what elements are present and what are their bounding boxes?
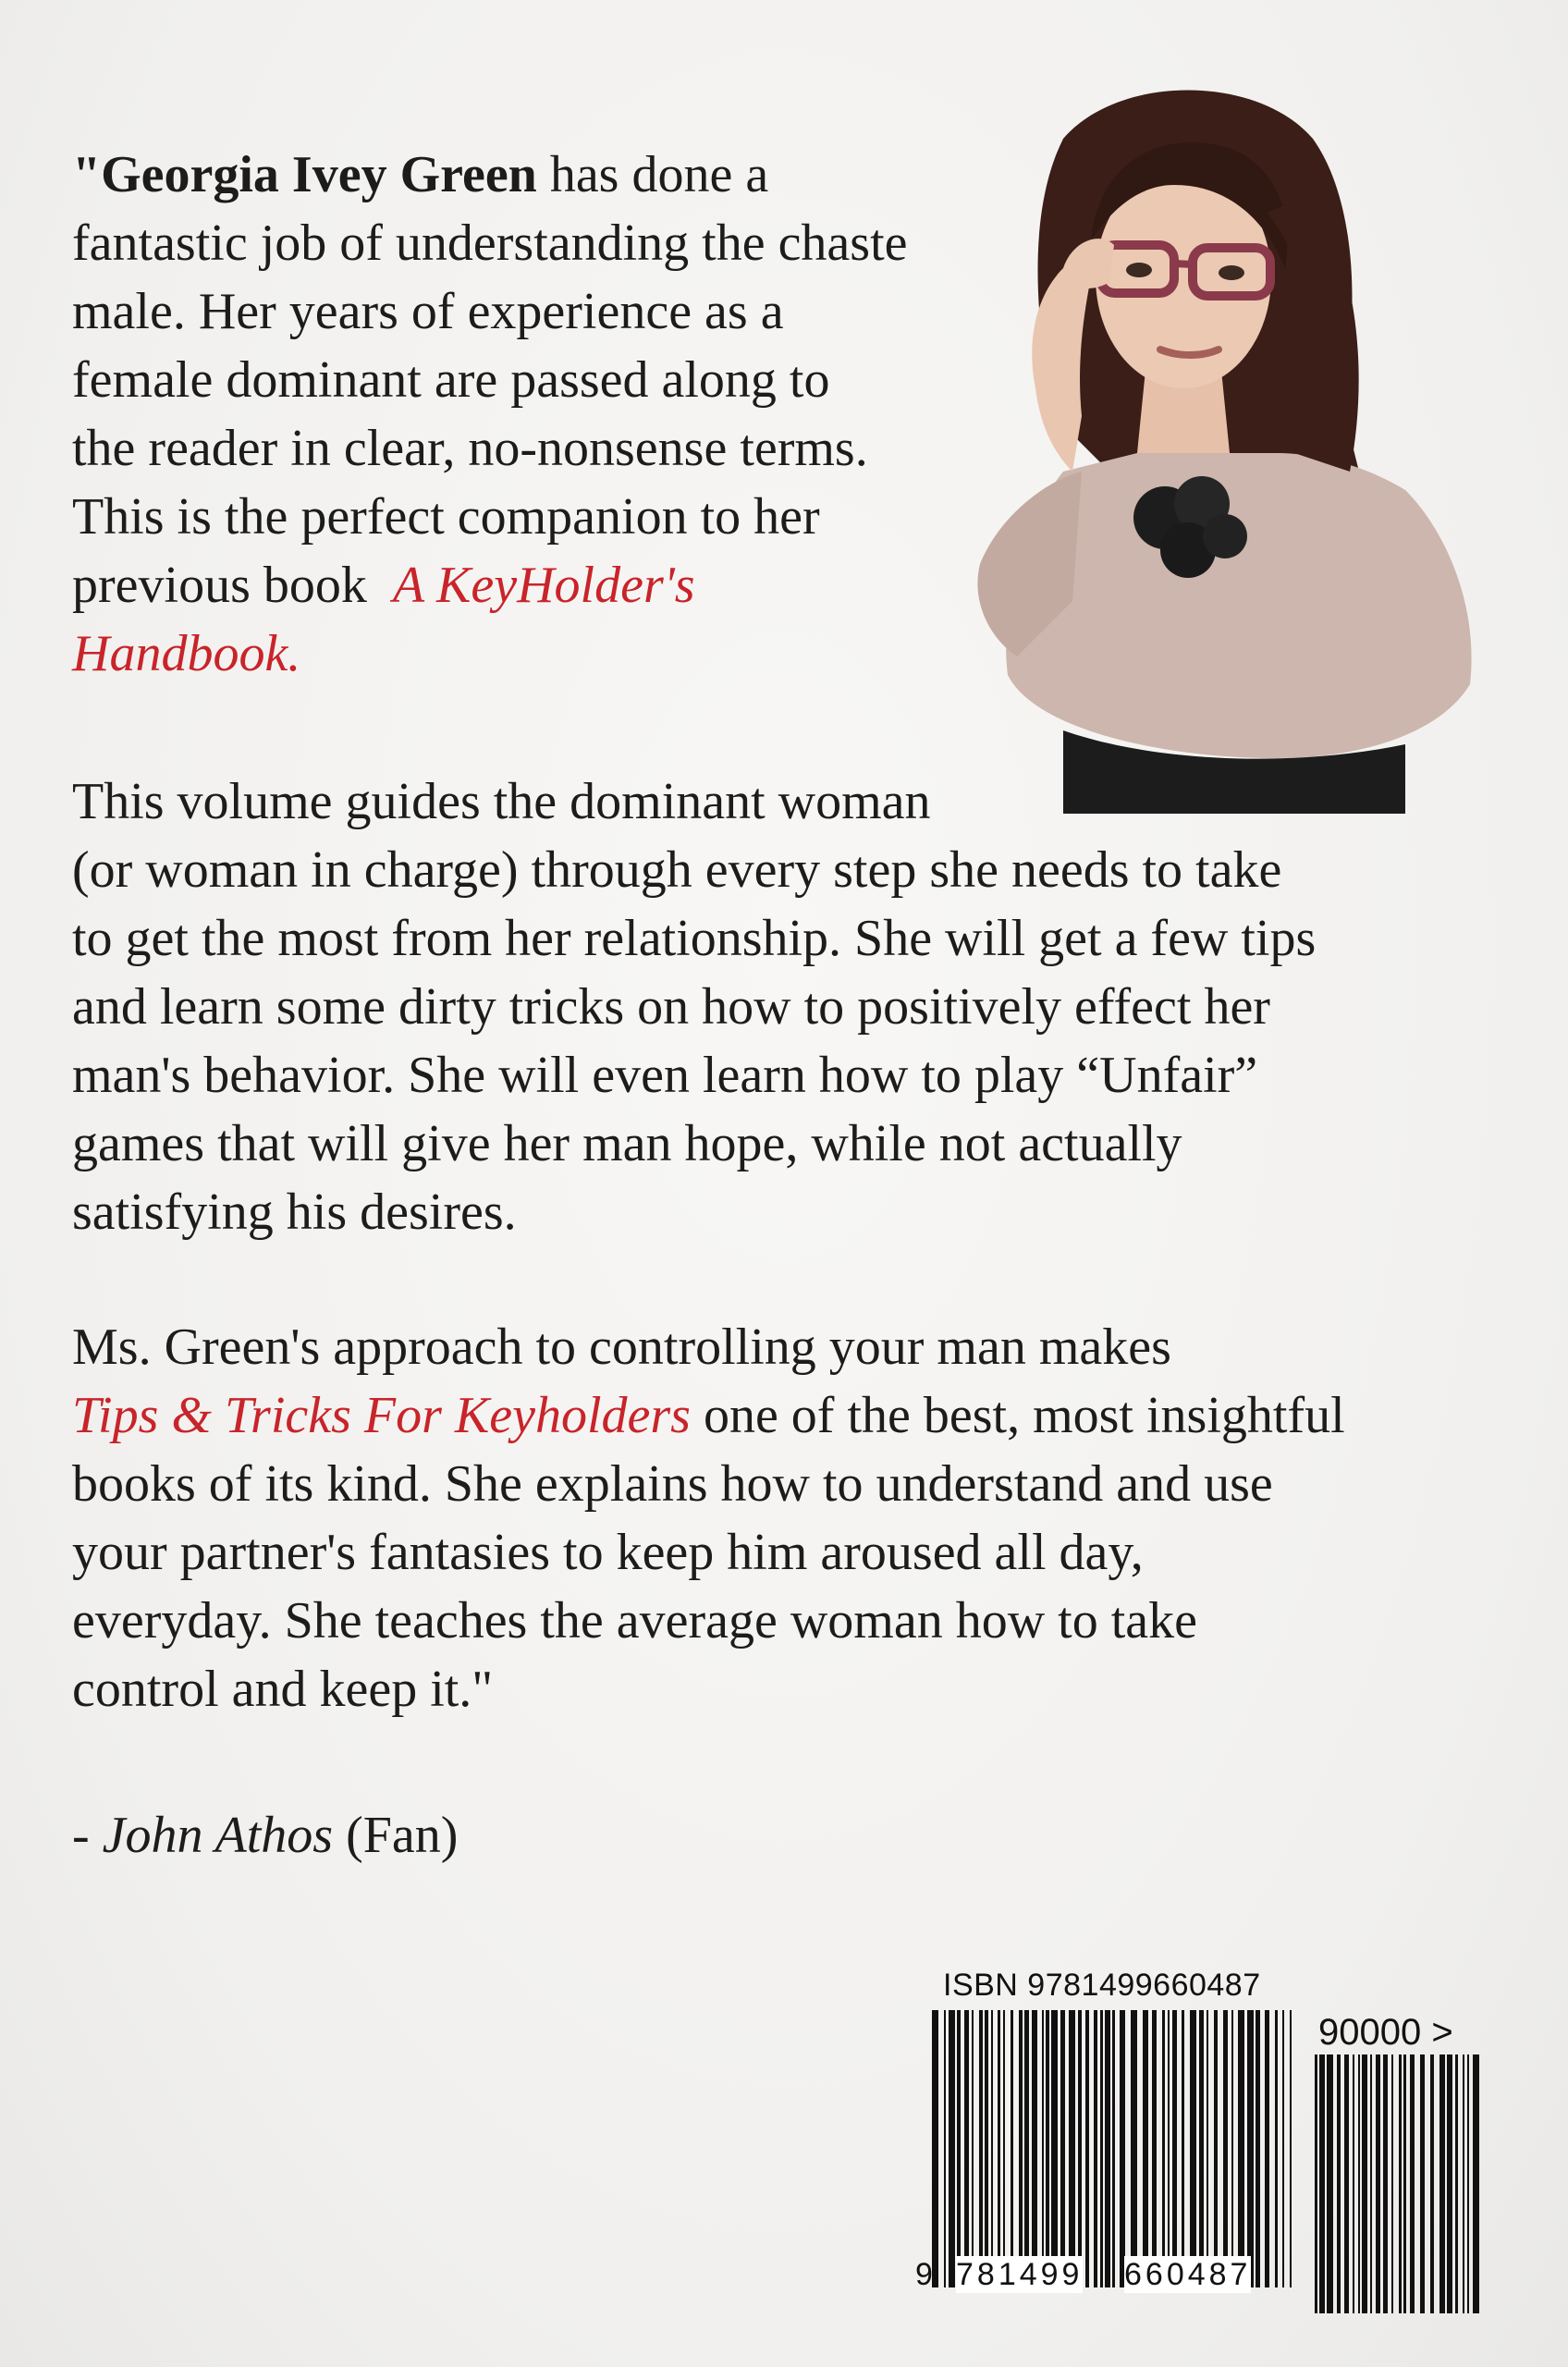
para2-line: games that will give her man hope, while not actually (72, 1115, 1182, 1172)
para1-line-4: female dominant are passed along to (72, 351, 830, 409)
opening-quote-mark: " (72, 146, 102, 203)
barcode-bar (1238, 2010, 1244, 2287)
barcode-bar (1275, 2010, 1278, 2287)
author-name: Georgia Ivey Green (101, 146, 537, 203)
isbn-barcode (915, 1958, 1516, 2321)
quote-paragraph-3 (72, 1313, 1345, 1723)
barcode-bar (1358, 2054, 1360, 2313)
book-title-keyholders-handbook-part1: A KeyHolder's (392, 557, 695, 614)
para1-line-7 (72, 551, 908, 619)
para3-line-2 (72, 1381, 1345, 1450)
barcode-bar (1463, 2054, 1464, 2313)
barcode-bar (1447, 2054, 1452, 2313)
attribution-dash: - (72, 1807, 103, 1864)
barcode-bar (1376, 2054, 1380, 2313)
barcode-bar (1473, 2054, 1479, 2313)
barcode-bar (1011, 2010, 1013, 2287)
barcode-digits-right: 660487 (1124, 2257, 1252, 2292)
quote-paragraph-1 (72, 141, 908, 688)
barcode-bar (1162, 2010, 1165, 2287)
para3-line-4: your partner's fantasies to keep him aroused all day, (72, 1524, 1144, 1581)
barcode-bar (1100, 2010, 1103, 2287)
barcode-bar (1085, 2010, 1089, 2287)
barcode-bar (1455, 2054, 1458, 2313)
barcode-bar (972, 2010, 974, 2287)
barcode-bar (1190, 2010, 1196, 2287)
barcode-bar (1420, 2054, 1425, 2313)
barcode-digit-first: 9 (915, 2257, 937, 2292)
barcode-bar (1120, 2010, 1125, 2287)
attribution-name: John Athos (102, 1807, 334, 1864)
barcode-bar (944, 2010, 946, 2287)
barcode-bar (998, 2010, 1000, 2287)
barcode-bar (1060, 2010, 1065, 2287)
para2-line: man's behavior. She will even learn how to play “Unfair” (72, 1047, 1258, 1104)
barcode-bar (932, 2010, 938, 2287)
para2-line: (or woman in charge) through every step she needs to take (72, 841, 1282, 899)
barcode-bar (1337, 2054, 1341, 2313)
barcode-bar (1131, 2010, 1137, 2287)
barcode-bar (1168, 2010, 1170, 2287)
para3-line-6: control and keep it." (72, 1661, 494, 1718)
barcode-bar (1214, 2010, 1218, 2287)
barcode-bar (1042, 2010, 1044, 2287)
quote-paragraph-2 (72, 767, 1316, 1246)
barcode-bar (1152, 2010, 1157, 2287)
barcode-bar (1112, 2010, 1115, 2287)
barcode-bar (979, 2010, 983, 2287)
barcode-bar (1430, 2054, 1434, 2313)
barcode-main-bars (928, 2010, 1298, 2287)
barcode-bar (1105, 2010, 1110, 2287)
barcode-bar (1069, 2010, 1075, 2287)
barcode-bar (1032, 2010, 1037, 2287)
barcode-bar (1143, 2010, 1148, 2287)
para1-line-6: This is the perfect companion to her (72, 488, 820, 546)
barcode-bar (991, 2010, 993, 2287)
barcode-bar (1391, 2054, 1393, 2313)
barcode-bar (1265, 2010, 1269, 2287)
para2-line: to get the most from her relationship. She will get a few tips (72, 910, 1317, 967)
barcode-bar (1383, 2054, 1388, 2313)
barcode-bar (1362, 2054, 1367, 2313)
barcode-bar (1247, 2010, 1254, 2287)
barcode-bar (1439, 2054, 1445, 2313)
barcode-bar (1353, 2054, 1354, 2313)
para1-line-5: the reader in clear, no-nonsense terms. (72, 420, 868, 477)
para2-line: This volume guides the dominant woman (72, 773, 931, 830)
book-title-keyholders-handbook-part2: Handbook. (72, 625, 301, 682)
barcode-bar (1344, 2054, 1349, 2313)
isbn-label: ISBN 9781499660487 (943, 1968, 1261, 2003)
barcode-bar (1410, 2054, 1415, 2313)
book-title-tips-tricks: Tips & Tricks For Keyholders (72, 1387, 691, 1444)
barcode-bar (1467, 2054, 1469, 2313)
barcode-bar (1231, 2010, 1233, 2287)
attribution-role: (Fan) (333, 1807, 459, 1864)
barcode-addon-bars (1311, 2054, 1487, 2313)
barcode-bar (1319, 2054, 1325, 2313)
price-code: 90000 > (1318, 2012, 1453, 2053)
barcode-bar (1370, 2054, 1372, 2313)
attribution (72, 1801, 458, 1870)
barcode-bar (1223, 2010, 1228, 2287)
author-portrait (925, 83, 1488, 814)
barcode-bar (1327, 2054, 1333, 2313)
para3-line-3: books of its kind. She explains how to understand and use (72, 1455, 1273, 1513)
barcode-digits-left: 781499 (956, 2257, 1084, 2292)
barcode-bar (1282, 2010, 1284, 2287)
barcode-bar (1019, 2010, 1023, 2287)
para1-line-7-prefix: previous book (72, 557, 393, 614)
barcode-bar (1094, 2010, 1097, 2287)
para3-line-1: Ms. Green's approach to controlling your man makes (72, 1318, 1171, 1376)
barcode-bar (985, 2010, 988, 2287)
para2-line: satisfying his desires. (72, 1184, 517, 1241)
barcode-bar (1003, 2010, 1005, 2287)
barcode-bar (1290, 2010, 1292, 2287)
barcode-bar (964, 2010, 969, 2287)
barcode-bar (1207, 2010, 1208, 2287)
barcode-bar (1399, 2054, 1402, 2313)
barcode-bar (1403, 2054, 1406, 2313)
para1-line-1 (72, 141, 908, 209)
barcode-bar (1172, 2010, 1177, 2287)
para1-line-2: fantastic job of understanding the chaste (72, 215, 908, 272)
barcode-bar (1256, 2010, 1260, 2287)
barcode-bar (1078, 2010, 1082, 2287)
barcode-bar (1046, 2010, 1049, 2287)
barcode-bar (1024, 2010, 1029, 2287)
barcode-bar (1182, 2010, 1184, 2287)
barcode-bar (1199, 2010, 1204, 2287)
para3-line-2-rest: one of the best, most insightful (690, 1387, 1345, 1444)
para2-line: and learn some dirty tricks on how to positively effect her (72, 978, 1270, 1036)
barcode-bar (1051, 2010, 1058, 2287)
para1-line-1-rest: has done a (536, 146, 769, 203)
barcode-bar (949, 2010, 955, 2287)
para3-line-5: everyday. She teaches the average woman how to take (72, 1592, 1197, 1650)
para1-line-3: male. Her years of experience as a (72, 283, 784, 340)
barcode-bar (957, 2010, 961, 2287)
barcode-bar (1315, 2054, 1317, 2313)
